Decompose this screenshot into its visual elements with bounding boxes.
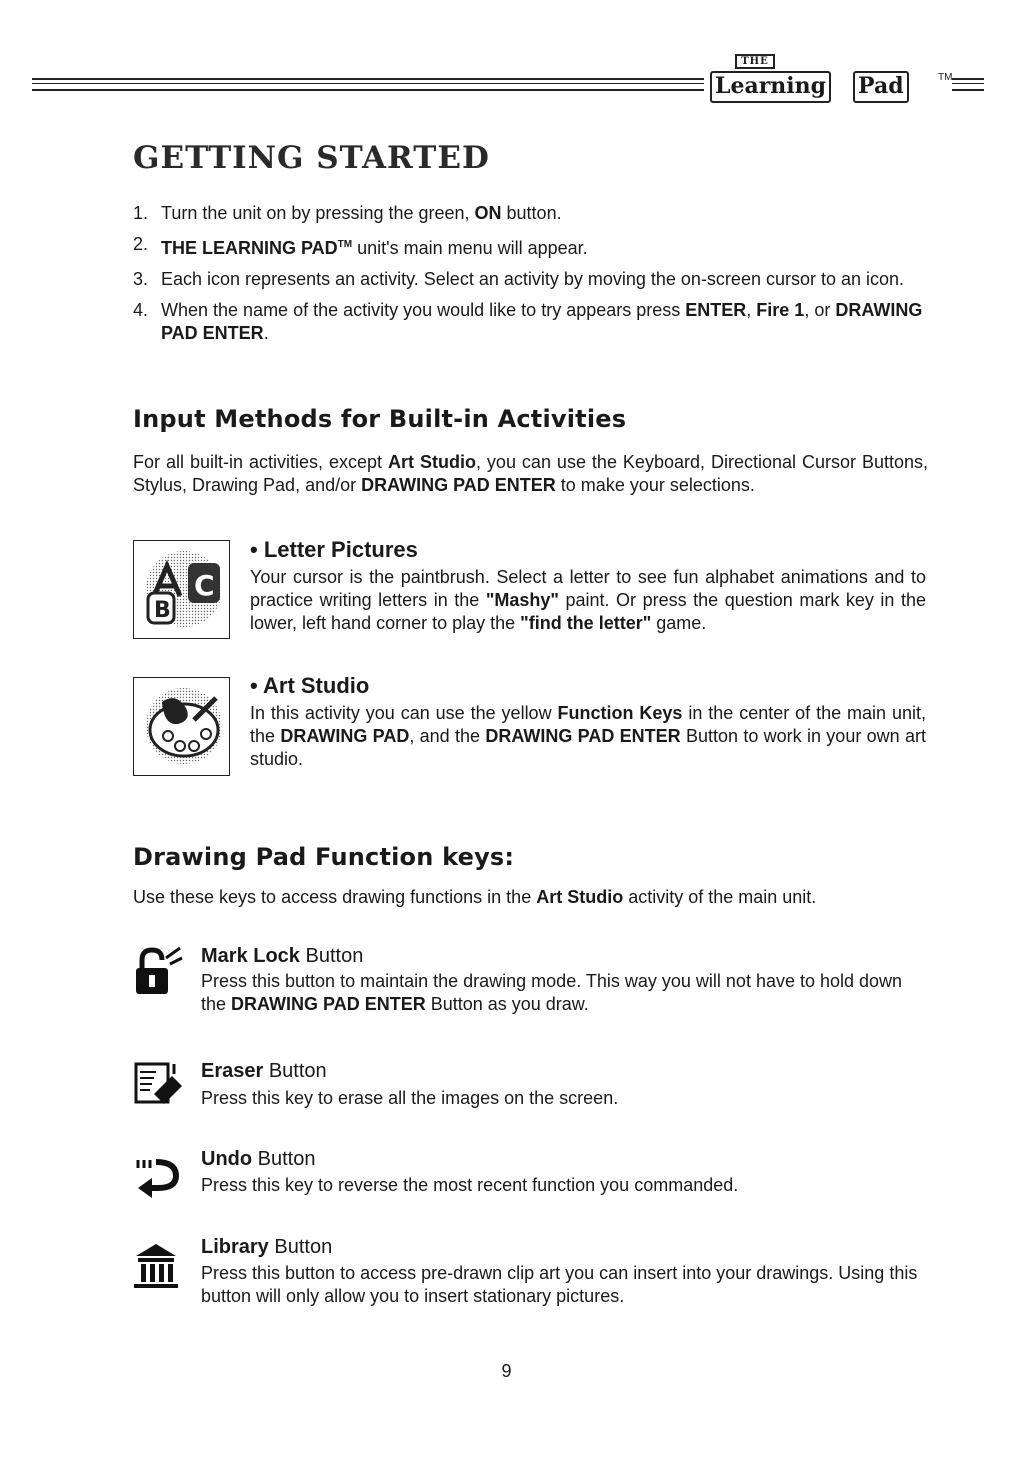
step-item: 2. THE LEARNING PAD™ unit's main menu will appear. [133,234,588,258]
art-studio-title: • Art Studio [250,673,370,698]
eraser-title: Eraser Button [201,1060,327,1082]
art-studio-image [133,677,230,776]
mark-lock-title: Mark Lock Button [201,945,364,967]
function-keys-heading: Drawing Pad Function keys: [133,843,515,871]
eraser-description: Press this key to erase all the images on the screen. [201,1088,619,1108]
art-studio-description: In this activity you can use the yellow Function Keys in the center of the main unit, the DRAWING PAD, and the DRAWING PAD ENTER Button to work in your own art studio. [250,703,927,769]
input-methods-paragraph: For all built-in activities, except Art Studio, you can use the Keyboard, Directional Cursor Buttons, Stylus, Drawing Pad, and/or DRAWING PAD ENTER to make your selections. [133,452,928,495]
logo-word-learning: Learning [710,71,831,103]
step-item: 3. Each icon represents an activity. Select an activity by moving the on-screen cursor to an icon. [133,269,905,289]
learning-pad-logo [715,54,953,110]
logo-word-pad: Pad [853,71,909,103]
library-title: Library Button [201,1236,333,1258]
steps-list [133,202,928,353]
header-rule-left [32,78,704,91]
svg-text:B: B [154,598,171,623]
undo-description: Press this key to reverse the most recent function you commanded. [201,1175,739,1195]
step-item: 1. Turn the unit on by pressing the green, ON button. [133,203,562,223]
logo-tm: TM [938,72,953,83]
mark-lock-description: Press this button to maintain the drawing mode. This way you will not have to hold down the DRAWING PAD ENTER Button as you draw. [201,971,903,1014]
function-keys-paragraph: Use these keys to access drawing functions in the Art Studio activity of the main unit. [133,887,817,907]
page-number: 9 [501,1361,512,1381]
library-description: Press this button to access pre-drawn clip art you can insert into your drawings. Using this button will only allow you to insert stationary pictures. [201,1263,918,1306]
letter-pictures-image [133,540,230,639]
library-icon [130,1238,186,1294]
step-item: 4. When the name of the activity you would like to try appears press ENTER, Fire 1, or DRAWING PAD ENTER. [133,300,923,343]
input-methods-heading: Input Methods for Built-in Activities [133,405,627,433]
mark-lock-icon [130,944,186,1000]
letter-pictures-description: Your cursor is the paintbrush. Select a letter to see fun alphabet animations and to practice writing letters in the "Mashy" paint. Or press the question mark key in the lower, left hand corner to play the "find the letter" game. [250,567,927,633]
undo-icon [130,1148,186,1204]
undo-title: Undo Button [201,1148,316,1170]
svg-text:C: C [194,569,215,602]
letter-pictures-title: • Letter Pictures [250,537,418,562]
logo-the: THE [735,54,775,69]
eraser-icon [130,1058,186,1114]
header-rule-right [952,78,984,91]
page-title: GETTING STARTED [133,140,490,176]
